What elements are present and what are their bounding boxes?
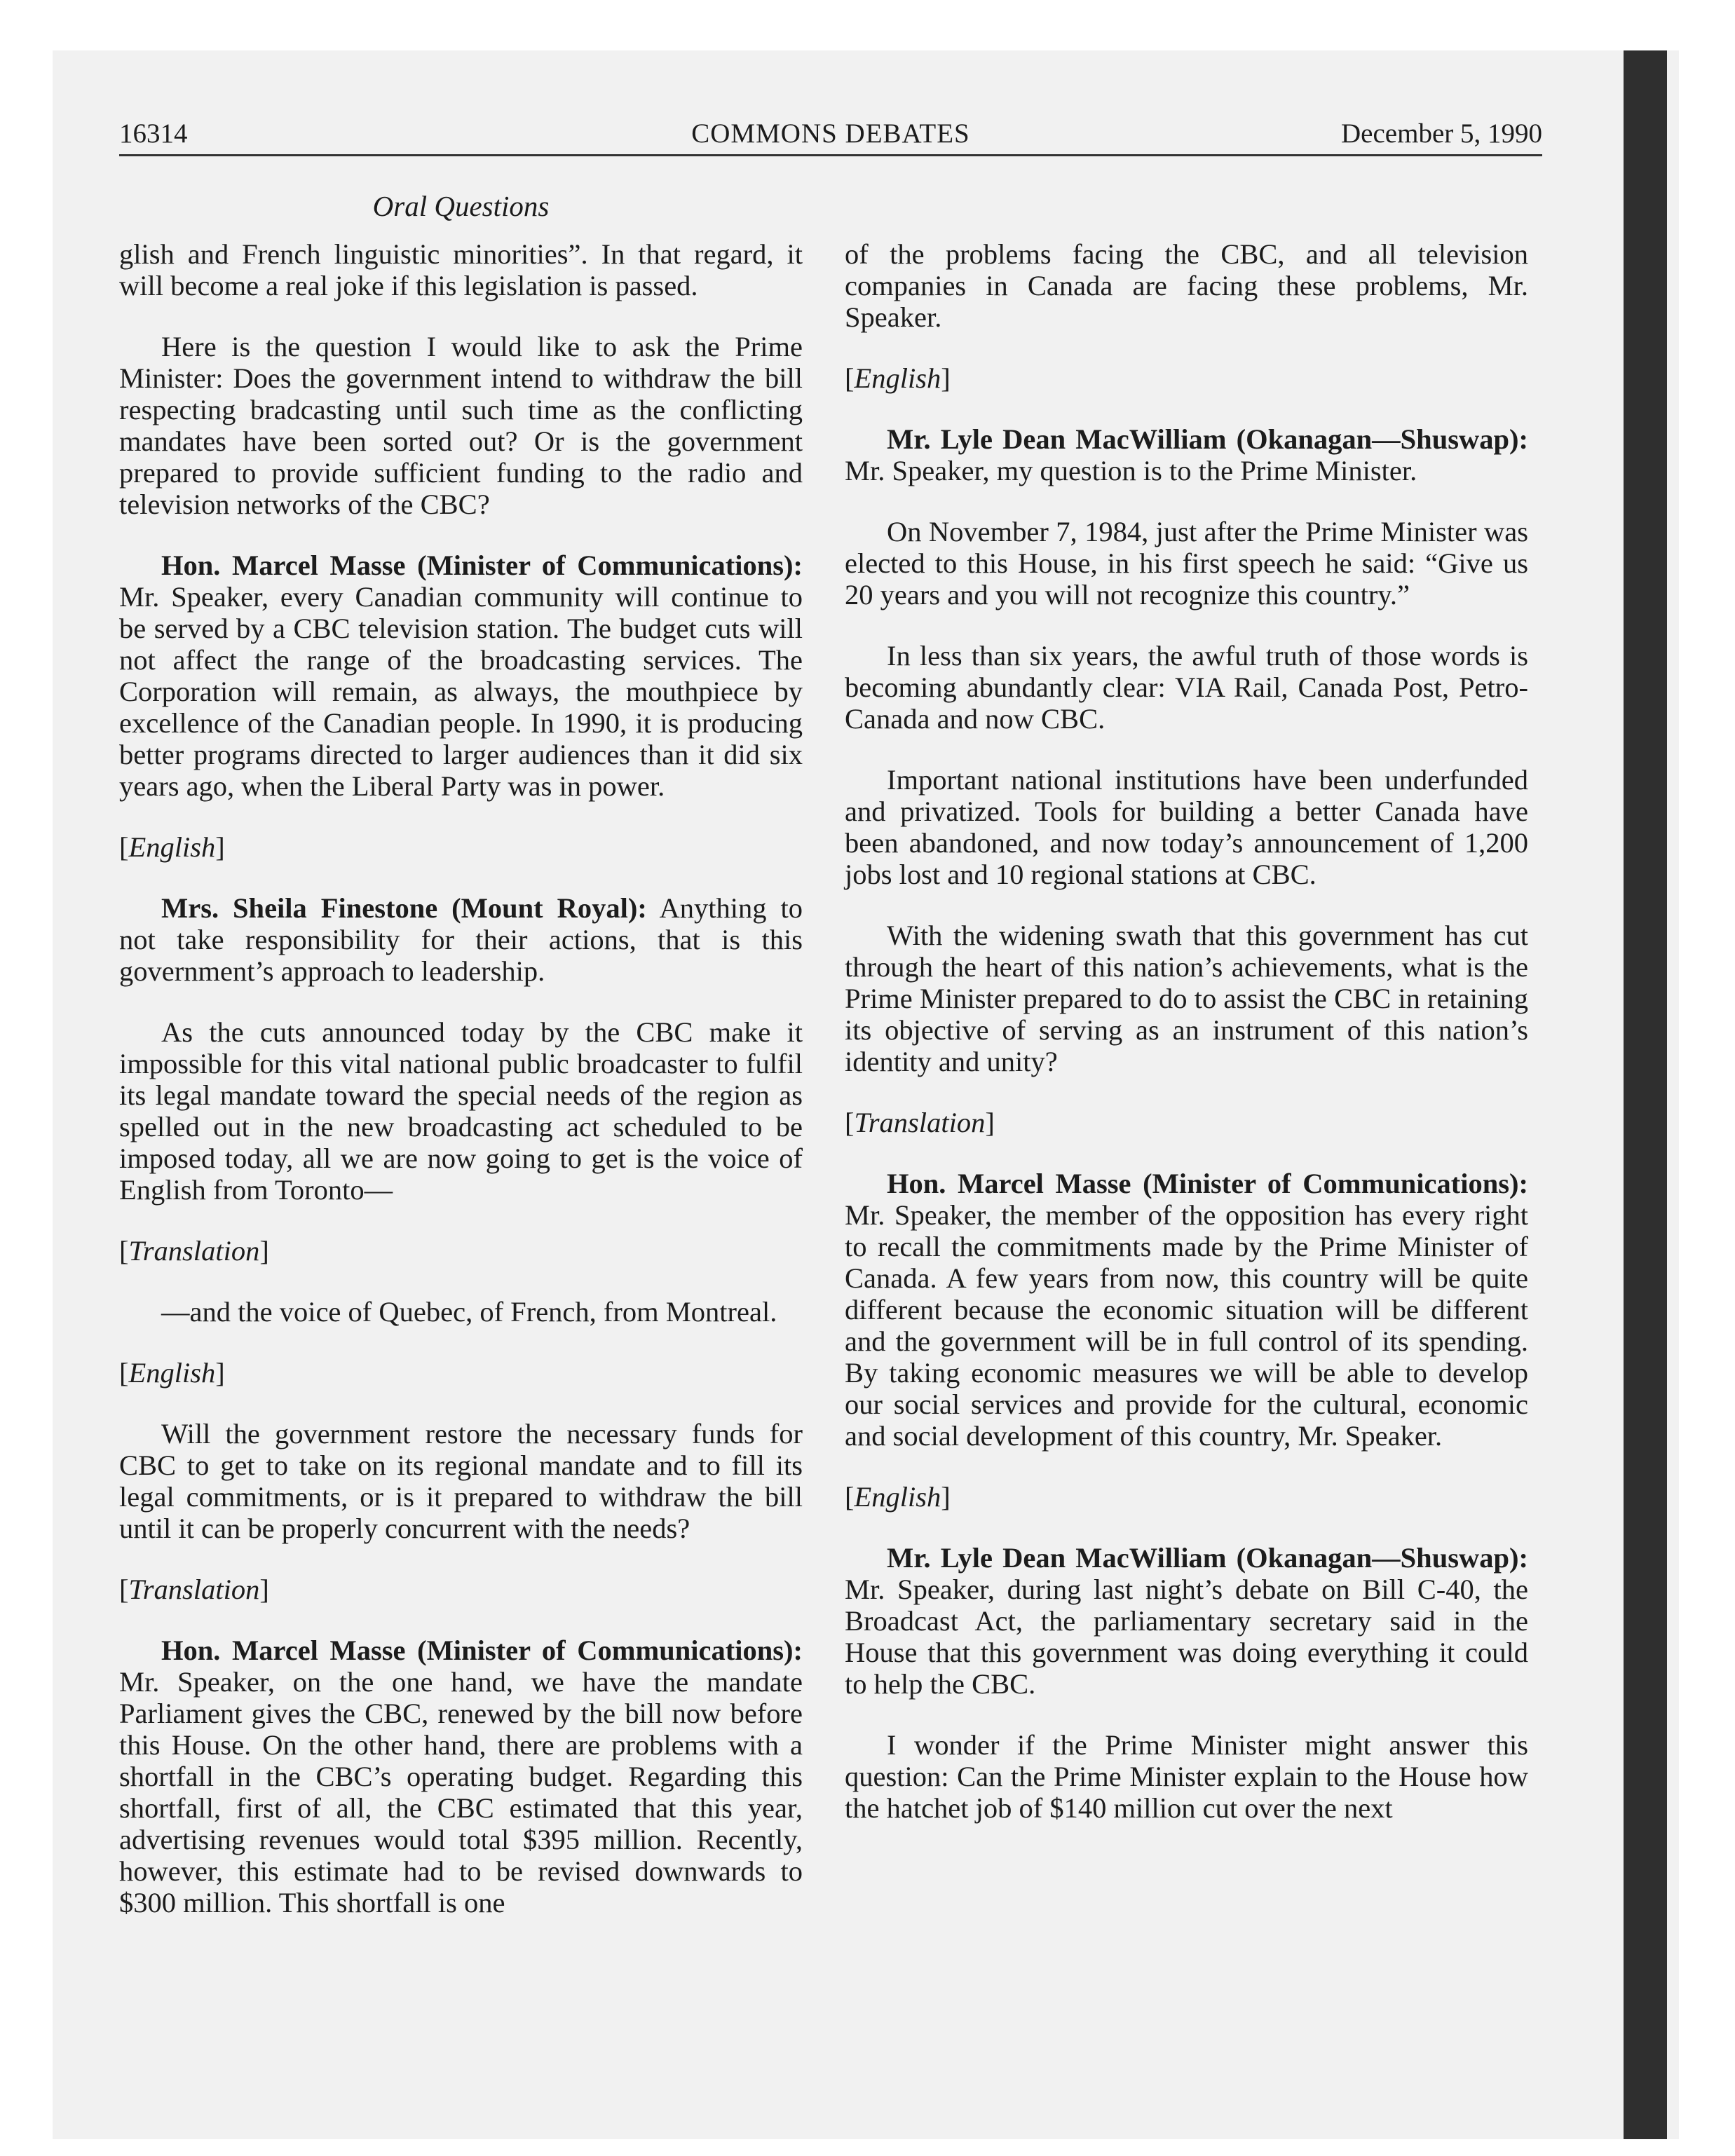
speaker-name: Hon. Marcel Masse (Minister of Communications): [161,550,803,581]
speech-text: Anything to not take responsibility for their actions, that is this government’s approach to leadership. [119,892,803,987]
body-paragraph: I wonder if the Prime Minister might answer this question: Can the Prime Minister explain to the House how the hatchet job of $140 million cut over the next [845,1729,1528,1824]
body-paragraph: As the cuts announced today by the CBC make it impossible for this vital national public broadcaster to fulfil its legal mandate toward the special needs of the region as spelled out in the new broadcasting act scheduled to be imposed today, all we are now going to get is the voice of English from Toronto— [119,1016,803,1206]
speaker-name: Mr. Lyle Dean MacWilliam (Okanagan—Shuswap): [887,1542,1528,1574]
body-paragraph: Here is the question I would like to ask the Prime Minister: Does the government intend to withdraw the bill respecting bradcasting until such time as the conflicting mandates have been sorted out? Or is the government prepared to provide sufficient funding to the radio and television networks of the CBC? [119,331,803,520]
language-label: Translation [854,1107,986,1138]
body-paragraph: With the widening swath that this government has cut through the heart of this nation’s achievements, what is the Prime Minister prepared to do to assist the CBC in retaining its objective of serving as an instrument of this nation’s identity and unity? [845,920,1528,1077]
speech-paragraph [845,1542,1528,1700]
language-label: Translation [128,1235,260,1267]
language-marker: [Translation] [845,1107,995,1138]
speech-paragraph [119,1635,803,1918]
body-paragraph: —and the voice of Quebec, of French, from Montreal. [161,1296,777,1328]
body-paragraph: In less than six years, the awful truth of those words is becoming abundantly clear: VIA Rail, Canada Post, Petro-Canada and now CBC. [845,640,1528,735]
body-paragraph: On November 7, 1984, just after the Prime Minister was elected to this House, in his first speech he said: “Give us 20 years and you will not recognize this country.” [845,516,1528,610]
speech-paragraph [119,892,803,987]
language-marker: [English] [845,362,951,394]
page-date: December 5, 1990 [1341,118,1542,149]
speech-paragraph [845,1168,1528,1452]
speech-text: Mr. Speaker, the member of the opposition has every right to recall the commitments made by the Prime Minister of Canada. A few years from now, this country will be quite different because the economic situation will be different and the government will be in full control of its spending. By taking economic measures we will be able to develop our social services and provide for the cultural, economic and social development of this country, Mr. Speaker. [845,1199,1528,1452]
speech-paragraph [845,423,1528,486]
section-title: Oral Questions [372,190,550,222]
body-paragraph: Important national institutions have been underfunded and privatized. Tools for building a better Canada have been abandoned, and now today’s announcement of 1,200 jobs lost and 10 regional stations at CBC. [845,764,1528,890]
page-number: 16314 [119,118,188,149]
right-column [845,238,1528,1853]
language-marker: [Translation] [119,1574,269,1605]
body-paragraph: of the problems facing the CBC, and all television companies in Canada are facing these problems, Mr. Speaker. [845,238,1528,333]
body-paragraph: glish and French linguistic minorities”. In that regard, it will become a real joke if this legislation is passed. [119,238,803,301]
speaker-name: Mr. Lyle Dean MacWilliam (Okanagan—Shuswap): [887,423,1528,455]
language-marker: [English] [119,831,225,863]
language-label: Translation [128,1574,260,1605]
language-marker: [Translation] [119,1235,269,1267]
running-title: COMMONS DEBATES [691,118,970,149]
language-marker: [English] [845,1481,951,1513]
speaker-name: Hon. Marcel Masse (Minister of Communications): [161,1635,803,1666]
page-header [119,112,1542,156]
language-label: English [854,1481,941,1513]
speech-text: Mr. Speaker, on the one hand, we have the mandate Parliament gives the CBC, renewed by the bill now before this House. On the other hand, there are problems with a shortfall in the CBC’s operating budget. Regarding this shortfall, first of all, the CBC estimated that this year, advertising revenues would total $395 million. Recently, however, this estimate had to be revised downwards to $300 million. This shortfall is one [119,1666,803,1918]
speech-text: Mr. Speaker, during last night’s debate on Bill C-40, the Broadcast Act, the parliamentary secretary said in the House that this government was doing everything it could to help the CBC. [845,1574,1528,1700]
speaker-name: Mrs. Sheila Finestone (Mount Royal): [161,892,647,924]
scan-edge [1624,50,1667,2139]
speaker-name: Hon. Marcel Masse (Minister of Communications): [887,1168,1528,1199]
speech-paragraph [119,550,803,802]
language-label: English [128,831,216,863]
language-label: English [854,362,941,394]
speech-text: Mr. Speaker, my question is to the Prime Minister. [845,455,1417,486]
language-marker: [English] [119,1357,225,1389]
left-column [119,238,803,1948]
language-label: English [128,1357,216,1389]
body-paragraph: Will the government restore the necessary funds for CBC to get to take on its regional mandate and to fill its legal commitments, or is it prepared to withdraw the bill until it can be properly concurrent with the needs? [119,1418,803,1544]
speech-text: Mr. Speaker, every Canadian community will continue to be served by a CBC television station. The budget cuts will not affect the range of the broadcasting services. The Corporation will remain, as always, the mouthpiece by excellence of the Canadian people. In 1990, it is producing better programs directed to larger audiences than it did six years ago, when the Liberal Party was in power. [119,581,803,802]
